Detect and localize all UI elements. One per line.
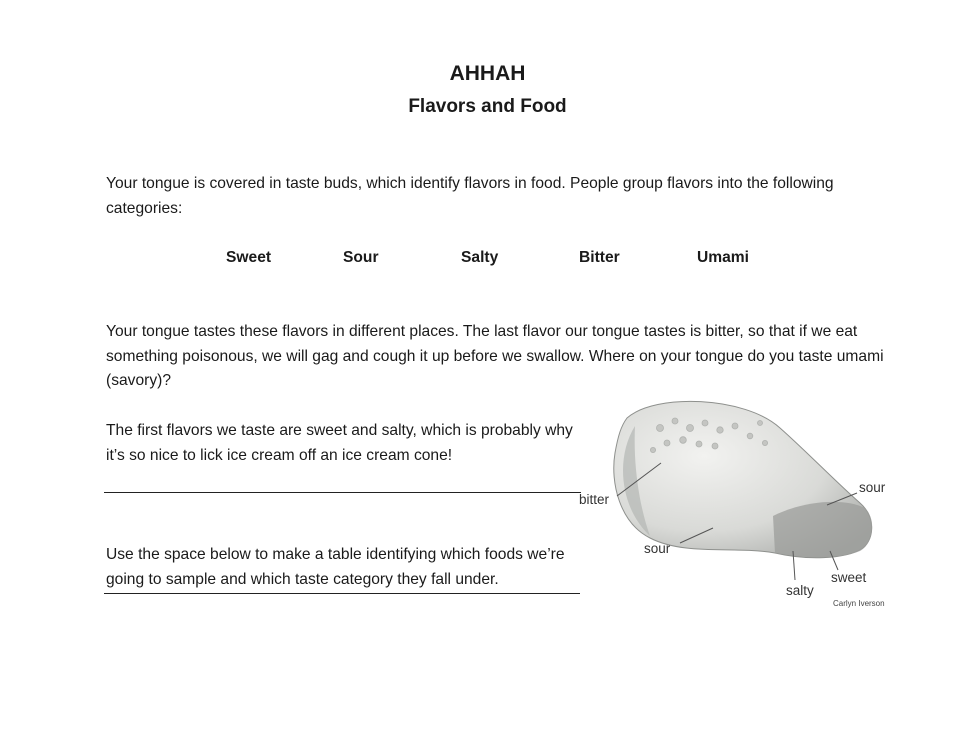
intro-paragraph: Your tongue is covered in taste buds, which identify flavors in food. People group flavors into the following categories:: [106, 175, 834, 217]
category-bitter: Bitter: [579, 249, 620, 266]
tongue-diagram: [575, 388, 905, 618]
first-flavors-paragraph: The first flavors we taste are sweet and salty, which is probably why it’s so nice to lick ice cream off an ice cream cone!: [106, 422, 573, 464]
tongue-places-paragraph: Your tongue tastes these flavors in different places. The last flavor our tongue tastes is bitter, so that if we eat something poisonous, we will gag and cough it up before we swallow. Where on your tongue do you taste umami (savory)?: [106, 323, 884, 389]
answer-line: [104, 492, 581, 493]
page-subtitle: Flavors and Food: [408, 96, 567, 117]
category-umami: Umami: [697, 249, 749, 266]
label-salty: salty: [786, 583, 814, 598]
tongue-illustration: [575, 388, 905, 618]
label-sweet: sweet: [831, 570, 867, 585]
category-salty: Salty: [461, 249, 499, 266]
tongue-tip-shading: [773, 502, 872, 557]
label-bitter: bitter: [579, 492, 610, 507]
image-credit: Carlyn Iverson: [833, 599, 885, 608]
category-sour: Sour: [343, 249, 379, 266]
divider-line: [104, 593, 580, 594]
label-sour-left: sour: [644, 541, 671, 556]
table-instructions-paragraph: Use the space below to make a table identifying which foods we’re going to sample and which taste category they fall under.: [106, 546, 565, 588]
page-title: AHHAH: [449, 62, 526, 85]
label-sour-right: sour: [859, 480, 886, 495]
category-sweet: Sweet: [226, 249, 272, 266]
